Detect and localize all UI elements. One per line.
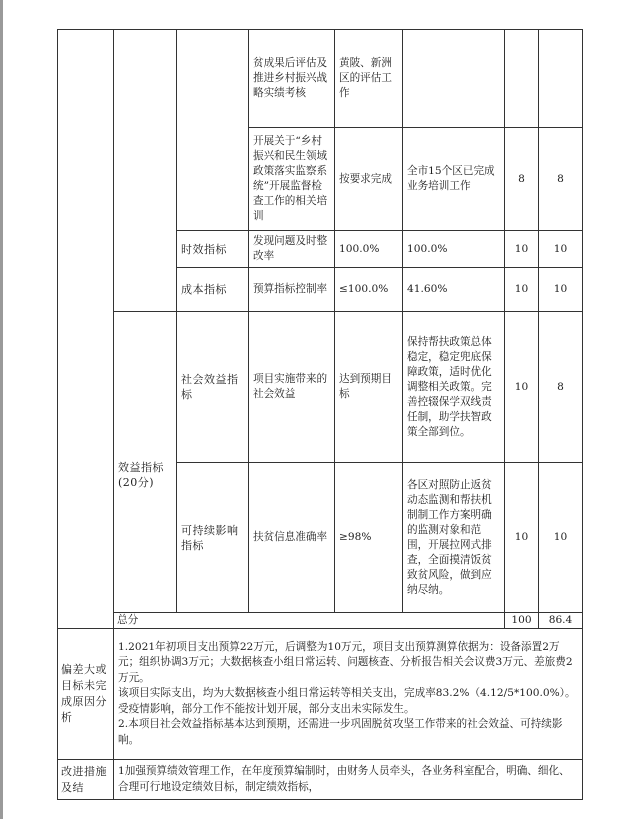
score-cell: [539, 30, 583, 128]
total-label: 总分: [114, 613, 505, 629]
score-cell: 10: [539, 231, 583, 268]
deviation-paragraph-1: 1.2021年初项目支出预算22万元，后调整为10万元，项目支出预算测算依据为：设备添置2万元；组织协调3万元；大数据核查小组日常运转、问题核查、分析报告相关会议费3万元、差旅费2万元。: [118, 640, 573, 684]
table-row: [58, 312, 583, 463]
deviation-paragraph-3: 2.本项目社会效益指标基本达到预期，还需进一步巩固脱贫攻坚工作带来的社会效益、可持续影响。: [118, 718, 563, 746]
table-row: [58, 30, 583, 128]
indicator-cell: 开展关于“乡村振兴和民生领域政策落实监察系统”开展监督检查工作的相关培训: [249, 128, 335, 231]
cell-empty-col2: [177, 30, 249, 231]
target-value-cell: 达到预期目标: [335, 312, 403, 463]
target-value-cell: ≤100.0%: [335, 268, 403, 312]
cell-empty-col0: [58, 30, 114, 629]
sub-indicator-cell: 社会效益指标: [177, 312, 249, 463]
improvement-content: [114, 760, 583, 800]
sub-indicator-cell: 成本指标: [177, 268, 249, 312]
actual-value-cell: [403, 30, 505, 128]
deviation-label: 偏差大或目标未完成原因分析: [58, 629, 114, 760]
indicator-cell: 预算指标控制率: [249, 268, 335, 312]
improvement-label: 改进措施及结: [58, 760, 114, 800]
page-edge-rule: [0, 0, 3, 819]
total-score: 86.4: [539, 613, 583, 629]
actual-value-cell: 41.60%: [403, 268, 505, 312]
actual-value-cell: 保持帮扶政策总体稳定，稳定兜底保障政策，适时优化调整相关政策。完善控辍保学双线责任制，助学扶智政策全部到位。: [403, 312, 505, 463]
deviation-paragraph-2: 该项目实际支出，均为大数据核查小组日常运转等相关支出，完成率83.2%（4.12/5*100.0%）。受疫情影响，部分工作不能按计划开展，部分支出未实际发生。: [118, 687, 576, 715]
target-value-cell: 黄陂、新洲区的评估工作: [335, 30, 403, 128]
score-cell: 8: [539, 312, 583, 463]
full-score-cell: 8: [505, 128, 539, 231]
actual-value-cell: 全市15个区已完成业务培训工作: [403, 128, 505, 231]
score-cell: 10: [539, 463, 583, 613]
improvement-row: [58, 760, 583, 800]
deviation-content: [114, 629, 583, 760]
score-cell: 8: [539, 128, 583, 231]
category-cell: 效益指标(20分): [114, 312, 177, 613]
full-score-cell: 10: [505, 231, 539, 268]
indicator-cell: 项目实施带来的社会效益: [249, 312, 335, 463]
indicator-cell: 发现问题及时整改率: [249, 231, 335, 268]
actual-value-cell: 100.0%: [403, 231, 505, 268]
full-score-cell: 10: [505, 463, 539, 613]
full-score-cell: [505, 30, 539, 128]
indicator-cell: 扶贫信息准确率: [249, 463, 335, 613]
target-value-cell: 100.0%: [335, 231, 403, 268]
cell-empty-col1: [114, 30, 177, 312]
total-full-score: 100: [505, 613, 539, 629]
sub-indicator-cell: 可持续影响指标: [177, 463, 249, 613]
total-row: [58, 613, 583, 629]
full-score-cell: 10: [505, 312, 539, 463]
deviation-row: [58, 629, 583, 760]
full-score-cell: 10: [505, 268, 539, 312]
indicator-cell: 贫成果后评估及推进乡村振兴战略实绩考核: [249, 30, 335, 128]
score-cell: 10: [539, 268, 583, 312]
performance-table: [57, 29, 583, 800]
actual-value-cell: 各区对照防止返贫动态监测和帮扶机制制工作方案明确的监测对象和范围，开展拉网式排查，全面摸清饭贫致贫风险，做到应纳尽纳。: [403, 463, 505, 613]
target-value-cell: 按要求完成: [335, 128, 403, 231]
improvement-paragraph-1: 1加强预算绩效管理工作，在年度预算编制时，由财务人员牵头，各业务科室配合，明确、细化、合理可行地设定绩效目标，制定绩效指标，: [118, 765, 570, 793]
target-value-cell: ≥98%: [335, 463, 403, 613]
sub-indicator-cell: 时效指标: [177, 231, 249, 268]
